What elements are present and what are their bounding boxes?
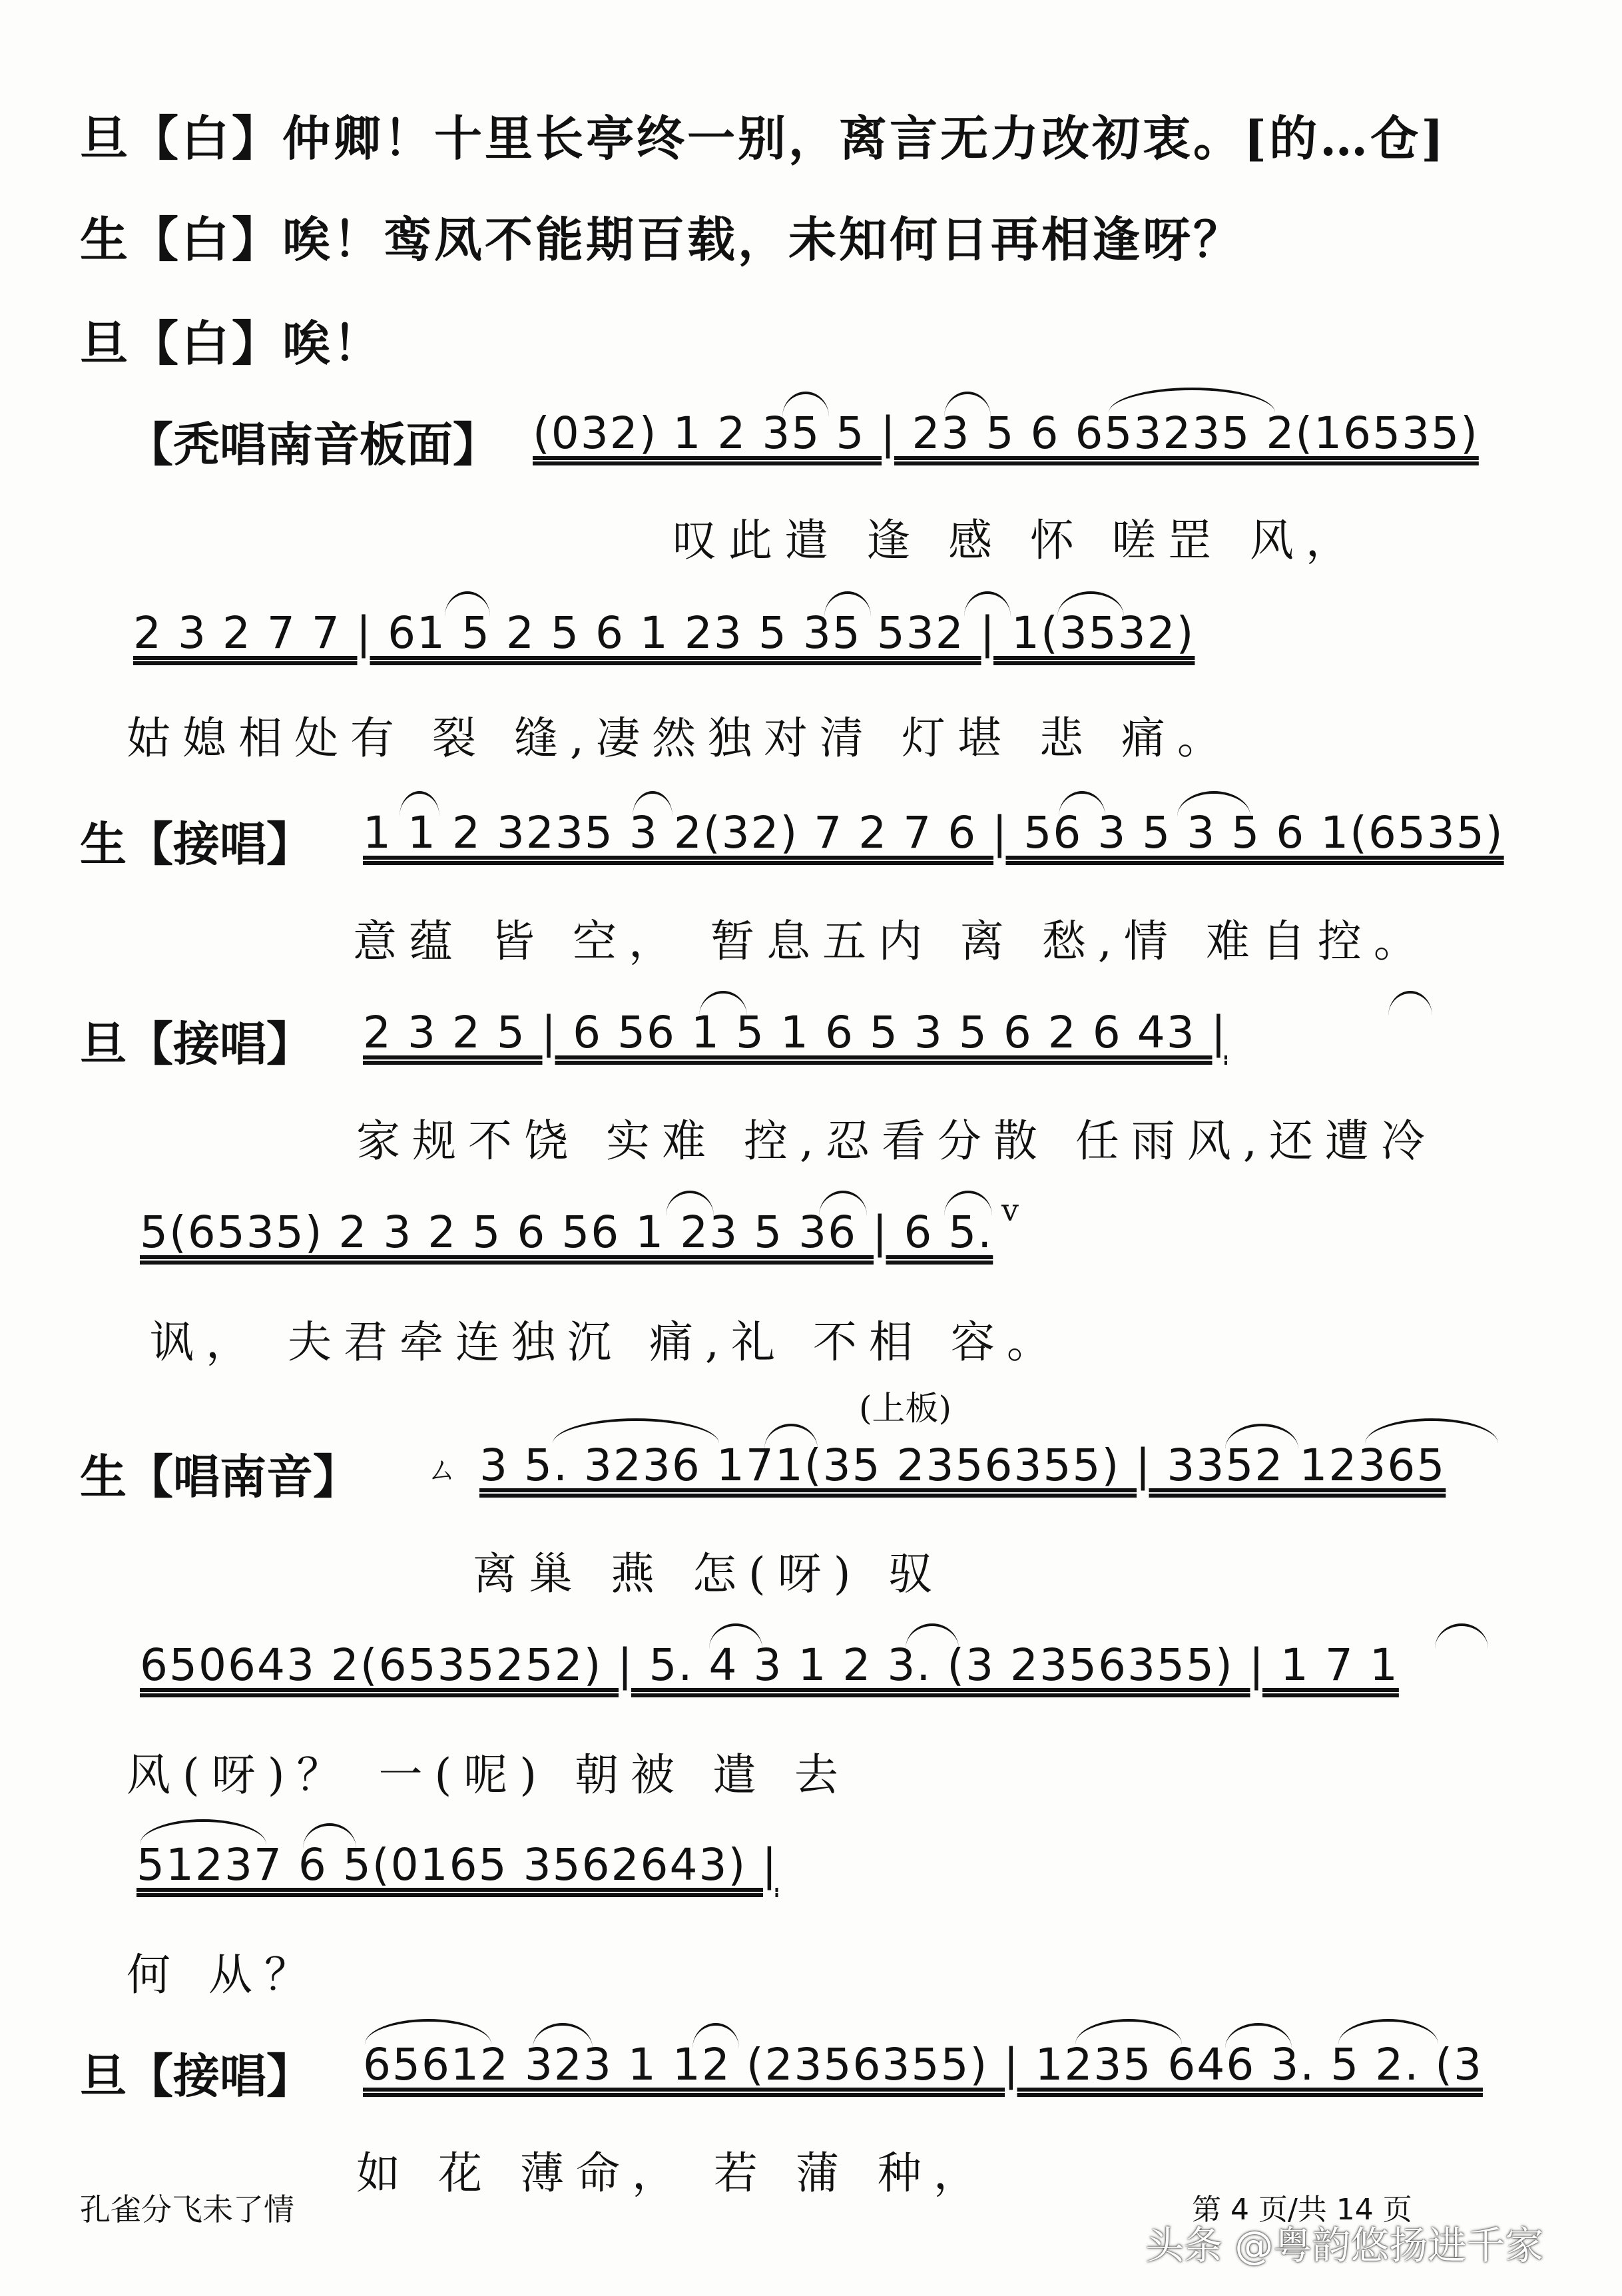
slur-mark (699, 991, 747, 1016)
speech-bracket: 【白】 (131, 315, 283, 372)
section-label: 旦【接唱】 (80, 1016, 313, 1071)
slur-mark (303, 1823, 356, 1849)
slur-mark (782, 392, 829, 417)
role-label: 生 (80, 211, 131, 268)
free-meter-mark: ㄙ (426, 1451, 457, 1487)
watermark: 头条 @粤韵悠扬进千家 (1145, 2223, 1544, 2268)
speech-text: 仲卿！十里长亭终一别，离言无力改初衷。[的…仓] (282, 110, 1447, 166)
lyrics-line: 讽， 夫君牵连独沉 痛,礼 不相 容。 (150, 1316, 1063, 1368)
slur-mark (764, 1424, 818, 1449)
jianpu-notes: 1 1 2 3235 3 2(32) 7 2 7 6 | 56 3 5 3 5 6 1(6535) (363, 807, 1504, 858)
section-label: 旦【接唱】 (80, 2048, 313, 2104)
slur-mark (824, 591, 871, 617)
speech-bracket: 【白】 (131, 110, 283, 166)
breath-mark: v (1001, 1192, 1019, 1228)
lyrics-line: 叹此遣 逢 感 怀 嗟罡 风， (673, 515, 1362, 566)
slur-mark (964, 591, 1011, 617)
slur-mark (1059, 791, 1105, 816)
speech-line-2 (80, 201, 1244, 270)
page-number: 第 4 页/共 14 页 (1192, 2193, 1412, 2227)
slur-mark (365, 2019, 491, 2044)
lyrics-line: 意蕴 皆 空， 暂息五内 离 愁,情 难自控。 (353, 916, 1430, 967)
slur-mark (692, 2023, 739, 2048)
slur-mark (445, 591, 490, 617)
jianpu-notes: 5(6535) 2 3 2 5 6 56 1 23 5 36 | 6 5. (140, 1207, 993, 1258)
slur-mark (709, 1623, 762, 1649)
slur-mark (533, 2023, 593, 2048)
lyrics-line: 家规不饶 实难 控,忍看分散 任雨风,还遭冷 (356, 1115, 1437, 1167)
role-label: 旦 (80, 315, 131, 372)
slur-mark (1057, 591, 1124, 617)
shangban-mark: (上板) (859, 1389, 952, 1428)
slur-mark (944, 392, 991, 417)
speech-bracket: 【白】 (131, 211, 283, 268)
slur-mark (140, 1819, 266, 1845)
slur-mark (666, 1191, 714, 1216)
section-label: 生【接唱】 (80, 816, 313, 872)
lyrics-line: 姑媳相处有 裂 缝,凄然独对清 灯堪 悲 痛。 (127, 713, 1233, 764)
slur-mark (633, 791, 673, 816)
jianpu-notes: (032) 1 2 35 5 | 23 5 6 653235 2(16535) (533, 408, 1479, 459)
score-title-footer: 孔雀分飞未了情 (80, 2191, 294, 2227)
section-label: 生【唱南音】 (80, 1449, 360, 1504)
role-label: 旦 (80, 110, 131, 166)
speech-text: 唉！鸾凤不能期百载，未知何日再相逢呀？ (282, 211, 1244, 268)
lyrics-line: 何 从？ (127, 1949, 320, 2000)
lyrics-line: 如 花 薄命， 若 蒲 种， (356, 2148, 989, 2199)
slur-mark (400, 791, 439, 816)
slur-mark (1225, 2023, 1292, 2048)
jianpu-notes: 51237 6 5(0165 3562643) | (136, 1839, 778, 1890)
slur-mark (906, 1623, 959, 1649)
slur-mark (1338, 2019, 1438, 2044)
speech-text: 唉！ (282, 315, 384, 372)
slur-mark (1365, 1418, 1498, 1444)
slur-mark (944, 1191, 992, 1216)
jianpu-notes: 650643 2(6535252) | 5. 4 3 1 2 3. (3 2356355) | 1 7 1 (140, 1639, 1399, 1691)
jianpu-notes: 65612 323 1 12 (2356355) | 1235 646 3. 5 2. (3 (363, 2039, 1483, 2090)
section-label: 【秃唱南音板面】 (127, 417, 499, 472)
slur-mark (1388, 991, 1432, 1016)
slur-mark (1177, 791, 1250, 816)
jianpu-notes: 2 3 2 7 7 | 61 5 2 5 6 1 23 5 35 532 | 1(3532) (133, 607, 1195, 659)
jianpu-notes: 2 3 2 5 | 6 56 1 5 1 6 5 3 5 6 2 6 43 | (363, 1007, 1227, 1058)
jianpu-notes: 3 5. 3236 171(35 2356355) | 3352 12365 (479, 1440, 1446, 1491)
speech-line-1 (80, 100, 1446, 169)
slur-mark (1109, 388, 1275, 413)
slur-mark (1075, 2019, 1182, 2044)
slur-mark (819, 1191, 867, 1216)
slur-mark (1225, 1424, 1298, 1449)
speech-line-3 (80, 305, 384, 374)
slur-mark (1435, 1623, 1488, 1649)
lyrics-line: 风(呀)？ 一(呢) 朝被 遣 去 (127, 1749, 850, 1801)
slur-mark (553, 1418, 719, 1444)
lyrics-line: 离巢 燕 怎(呀) 驭 (473, 1548, 945, 1599)
